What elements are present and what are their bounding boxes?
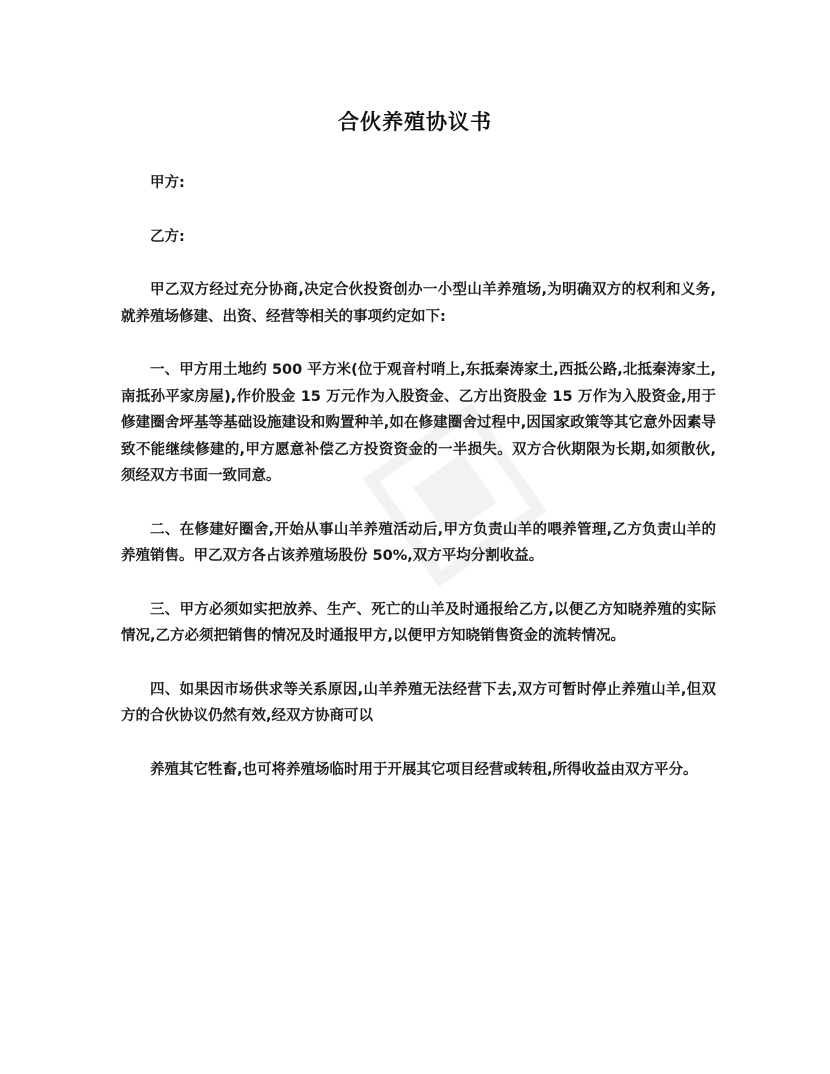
paragraph-clause-4-continued: 养殖其它牲畜,也可将养殖场临时用于开展其它项目经营或转租,所得收益由双方平分。 [150, 761, 698, 778]
party-b-label: 乙方: [150, 228, 185, 245]
document-body [121, 170, 716, 810]
paragraph-intro: 甲乙双方经过充分协商,决定合伙投资创办一小型山羊养殖场,为明确双方的权利和义务,就养殖场修建、出资、经营等相关的事项约定如下: [121, 282, 716, 325]
paragraph-clause-3: 三、甲方必须如实把放养、生产、死亡的山羊及时通报给乙方,以便乙方知晓养殖的实际情况,乙方必须把销售的情况及时通报甲方,以便甲方知晓销售资金的流转情况。 [121, 601, 716, 644]
paragraph-clause-2: 二、在修建好圈舍,开始从事山羊养殖活动后,甲方负责山羊的喂养管理,乙方负责山羊的养殖销售。甲乙双方各占该养殖场股份 50%,双方平均分割收益。 [121, 521, 716, 564]
paragraph-clause-4: 四、如果因市场供求等关系原因,山羊养殖无法经营下去,双方可暂时停止养殖山羊,但双方的合伙协议仍然有效,经双方协商可以 [121, 681, 716, 724]
document-title: 合伙养殖协议书 [338, 110, 492, 134]
paragraph-clause-1: 一、甲方用土地约 500 平方米(位于观音村哨上,东抵秦涛家土,西抵公路,北抵秦涛家土,南抵孙平家房屋),作价股金 15 万元作为入股资金、乙方出资股金 15 万作为入股资金,用于修建圈舍坪基等基础设施建设和购置种羊,如在修建圈舍过程中,因国家政策等其它意外因素导致不能继续修建的,甲方愿意补偿乙方投资资金的一半损失。双方合伙期限为长期,如须散伙,须经双方书面一致同意。 [121, 362, 716, 484]
party-a-label: 甲方: [150, 175, 185, 191]
